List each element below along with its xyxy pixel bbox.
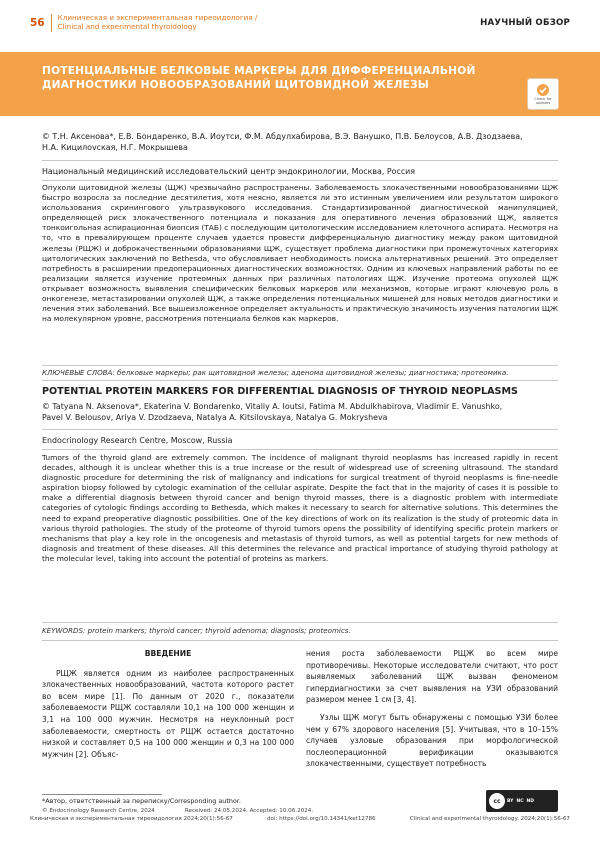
page-number: 56 [30,17,45,29]
affiliation-en: Endocrinology Research Centre, Moscow, Russia [42,436,233,445]
license-nd: ND [526,798,535,804]
abstract-ru: Опухоли щитовидной железы (ЩЖ) чрезвычайно распространены. Заболеваемость злокачественными новообразованиями ЩЖ быстро возросла за последние десятилетия, хотя неясно, является ли это истинным увеличением или результатом широкого использования скринингового ультразвукового исследования. Стандартизированной диагностической манипуляцией, определяющей риск злокачественного потенциала и показания для оперативного лечения образований ЩЖ, является тонкоигольная аспирационная биопсия (ТАБ) с последующим цитологическим исследованием клеточного аспирата. Несмотря на то, что в превалирующем проценте случаев удается провести дифференциальную диагностику между раком щитовидной железы (РЩЖ) и доброкачественными образованиями ЩЖ, существует проблема диагностики при промежуточных категориях цитологических заключений по Bethesda, что обусловливает необходимость поиска альтернативных решений. Это определяет потребность в расширении предоперационных диагностических возможностях. Одним из ключевых направлений работы по ее реализации является изучение протеомных данных при различных патологиях ЩЖ. Изучение протеома опухолей ЩЖ открывает возможность выявления специфических белковых маркеров или механизмов, которые играют ключевую роль в онкогенезе, метастазировании опухолей ЩЖ, а также определения потенциальных мишеней для новых методов диагностики и лечения этих заболеваний. Все вышеизложенное определяет актуальность и практическую значимость изучения патологии ЩЖ на молекулярном уровне, рассмотрения потенциала белков как маркеров. [42,183,558,324]
section-heading-introduction: ВВЕДЕНИЕ [144,649,192,658]
authors-ru-line-2: Н.А. Кицилovская, Н.Г. Мокрышева [42,143,188,153]
running-header [30,12,570,34]
article-title-ru [42,64,512,92]
cc-icon: cc [489,793,505,809]
body-column-right [306,648,558,776]
divider [42,380,558,381]
copyright: © Endocrinology Research Centre, 2024 [42,808,155,814]
authors-en [42,401,562,423]
divider [42,449,558,450]
title-line-1: ПОТЕНЦИАЛЬНЫЕ БЕЛКОВЫЕ МАРКЕРЫ ДЛЯ ДИФФЕРЕНЦИАЛЬНОЙ [42,65,476,77]
footer-citation-row [30,816,570,822]
license-nc: NC [516,798,524,804]
header-divider [51,14,52,32]
authors-ru [42,131,562,153]
corresponding-author-note: *Автор, ответственный за переписку/Corresponding author. [42,797,241,805]
journal-name [58,14,258,31]
paragraph: РЩЖ является одним из наиболее распространенных злокачественных новообразований, частота которого растет во всем мире [1]. По данным от 2020 г., показатели заболеваемости РЩЖ составляли 10,1 на 100 000 женщин и 3,1 на 100 000 мужчин. Несмотря на неуклонный рост заболеваемости, смертность от РЩЖ остается достаточно низкой и составляет 0,5 на 100 000 женщин и 0,3 на 100 000 мужчин [2]. Объяс- [42,668,294,759]
authors-ru-line-1: © Т.Н. Аксенова*, Е.В. Бондаренко, В.А. Иоутси, Ф.М. Абдулхабирова, В.Э. Ванушко, П.В. Белоусов, А.В. Дзодзаева, [42,132,523,141]
cc-license-badge[interactable] [486,790,558,812]
authors-en-line-1: © Tatyana N. Aksenova*, Ekaterina V. Bondarenko, Vitaliy A. Ioutsi, Fatima M. Abdulkhabirova, Vladimir E. Vanushko, [42,402,503,411]
doi-link[interactable]: doi: https://doi.org/10.14341/ket12786 [266,816,376,822]
paragraph: Узлы ЩЖ могут быть обнаружены с помощью УЗИ более чем у 67% здорового населения [5]. Учитывая, что в 10–15% случаев узловые образования при морфологической послеоперационной верификации оказываются злокачественными, существует потребность [306,712,558,769]
footnote-divider [42,794,162,795]
affiliation-ru: Национальный медицинский исследовательский центр эндокринологии, Москва, Россия [42,167,416,176]
title-banner [0,52,600,116]
authors-en-line-2: Pavel V. Belousov, Ariya V. Dzodzaeva, Natalya A. Kitsilovskaya, Natalya G. Mokrysheva [42,413,388,423]
journal-name-en: Clinical and experimental thyroidology [57,22,197,31]
divider [42,640,558,641]
license-by: BY [507,798,514,804]
abstract-en: Tumors of the thyroid gland are extremely common. The incidence of malignant thyroid neoplasms has increased rapidly in recent decades, although it is unclear whether this is a true increase or the result of widespread use of screening ultrasound. The standard diagnostic procedure for determining the risk of malignancy and indications for surgical treatment of thyroid neoplasms is fine-needle aspiration biopsy followed by cytologic examination of the cellular aspirate. Despite the fact that in the majority of cases it is possible to make a differential diagnosis between thyroid cancer and benign thyroid masses, there is a diagnostic problem with intermediate categories of cytologic findings according to Bethesda, which makes it necessary to search for alternative solutions. This determines the need to expand preoperative diagnostic possibilities. One of the key directions of work on its realization is the study of proteomic data in various thyroid pathologies. The study of the proteome of thyroid tumors opens the possibility of identifying specific protein markers or mechanisms that play a key role in the oncogenesis and metastasis of thyroid tumors, as well as potential targets for new methods of diagnosis and treatment of these diseases. All this determines the relevance and practical importance of studying thyroid pathology at the molecular level, taking into account the potential of proteins as markers. [42,453,558,563]
paragraph: нения роста заболеваемости РЩЖ во всем мире противоречивы. Некоторые исследователи считают, что рост выявляемых заболеваний ЩЖ вызван феноменом гипердиагностики за счет выявления на УЗИ образований размером менее 1 см [3, 4]. [306,649,558,705]
article-title-en: POTENTIAL PROTEIN MARKERS FOR DIFFERENTIAL DIAGNOSIS OF THYROID NEOPLASMS [42,386,518,397]
divider [42,180,558,181]
keywords-ru: КЛЮЧЕВЫЕ СЛОВА: белковые маркеры; рак щитовидной железы; аденома щитовидной железы; диагностика; протеомика. [42,368,509,377]
keywords-en: KEYWORDS: protein markers; thyroid cancer; thyroid adenoma; diagnosis; proteomics. [42,626,351,635]
received-accepted: Received: 24.05.2024. Accepted: 10.06.2024. [184,808,314,814]
divider [42,365,558,366]
check-updates-icon [536,83,550,97]
divider [42,429,558,430]
divider [42,622,558,623]
check-for-updates-badge[interactable] [527,78,559,110]
citation-en: Clinical and experimental thyroidology. 2024;20(1):56-67 [409,816,570,822]
article-rubric: НАУЧНЫЙ ОБЗОР [480,18,570,28]
title-line-2: ДИАГНОСТИКИ НОВООБРАЗОВАНИЙ ЩИТОВИДНОЙ ЖЕЛЕЗЫ [42,79,429,91]
citation-ru: Клиническая и экспериментальная тиреоидология 2024;20(1):56-67 [30,816,233,822]
footer-copyright-row [42,808,482,814]
journal-name-ru: Клиническая и экспериментальная тиреоидология / [57,13,258,23]
check-updates-label: Check for updates [534,97,552,105]
divider [42,160,558,161]
body-column-left [42,648,294,766]
